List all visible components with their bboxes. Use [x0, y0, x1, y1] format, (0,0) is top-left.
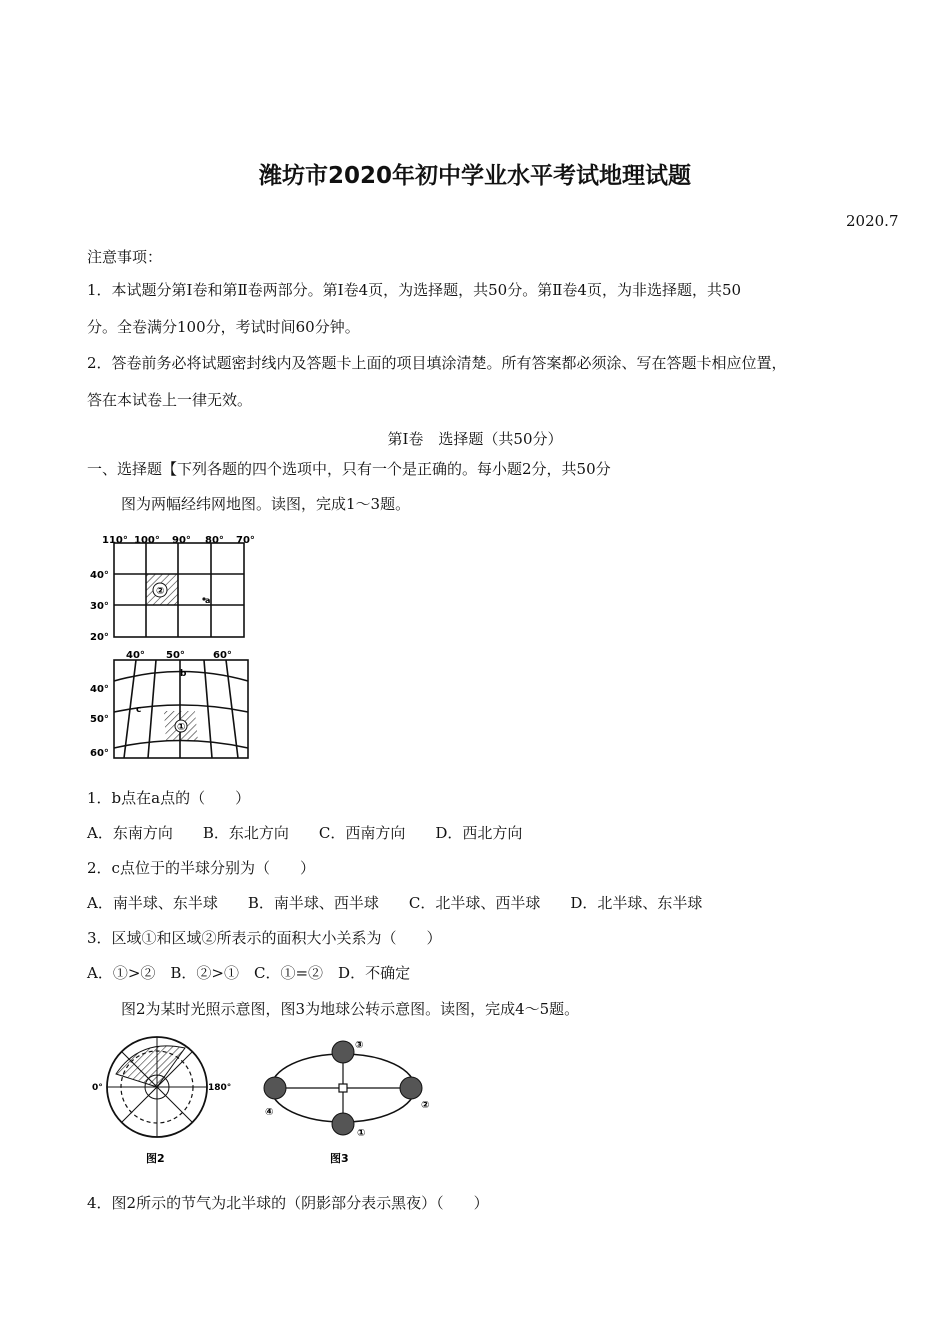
top-lon-label: 80° — [205, 535, 224, 546]
part1-heading: 一、选择题【下列各题的四个选项中，只有一个是正确的。每小题2分，共50分 — [87, 460, 611, 478]
point-b-label: b — [180, 669, 187, 679]
fig2-caption: 图2 — [146, 1152, 165, 1165]
q2-stem: 2．c点位于的半球分别为（ ） — [87, 859, 315, 877]
notice-item-1-line-2: 分。全卷满分100分，考试时间60分钟。 — [87, 318, 360, 336]
fig2-right-label: 180° — [208, 1083, 232, 1093]
q4-stem: 4．图2所示的节气为北半球的（阴影部分表示黑夜）（ ） — [87, 1194, 489, 1212]
top-lat-label: 30° — [90, 601, 109, 612]
section-title: 第Ⅰ卷 选择题（共50分） — [387, 430, 563, 448]
intro-q1-3: 图为两幅经纬网地图。读图，完成1～3题。 — [121, 495, 411, 513]
q3-options: A．①>② B．②>① C．①=② D．不确定 — [87, 964, 411, 982]
pos-3-label: ③ — [355, 1040, 364, 1051]
notice-item-2-line-1: 2．答卷前务必将试题密封线内及答题卡上面的项目填涂清楚。所有答案都必须涂、写在答题卡相应位置， — [87, 354, 787, 372]
bottom-lat-labels — [90, 684, 109, 759]
q1-stem: 1．b点在a点的（ ） — [87, 789, 251, 807]
top-lat-label: 40° — [90, 570, 109, 581]
notice-heading: 注意事项： — [87, 248, 163, 266]
notice-item-2-line-2: 答在本试卷上一律无效。 — [87, 391, 253, 409]
page-title: 潍坊市2020年初中学业水平考试地理试题 — [258, 163, 691, 189]
pos-1-label: ① — [357, 1128, 366, 1139]
q1-options: A．东南方向 B．东北方向 C．西南方向 D．西北方向 — [87, 824, 523, 842]
top-lon-label: 70° — [236, 535, 255, 546]
notice-item-1-line-1: 1．本试题分第Ⅰ卷和第Ⅱ卷两部分。第Ⅰ卷4页，为选择题，共50分。第Ⅱ卷4页，为非选择题，共50 — [87, 281, 742, 299]
exam-date: 2020.7 — [846, 212, 899, 230]
bottom-lon-label: 50° — [166, 650, 185, 661]
region-1-label: ① — [177, 722, 186, 733]
bottom-lat-label: 40° — [90, 684, 109, 695]
figure-3-revolution — [255, 1030, 445, 1170]
figure-graticule-maps — [88, 528, 263, 768]
top-lat-label: 20° — [90, 632, 109, 643]
intro-q4-5: 图2为某时光照示意图，图3为地球公转示意图。读图，完成4～5题。 — [121, 1000, 580, 1018]
point-a-label: a — [205, 596, 211, 605]
figure-2-illumination — [90, 1030, 240, 1170]
region-2-label: ② — [156, 586, 165, 597]
bottom-lat-label: 50° — [90, 714, 109, 725]
top-lon-label: 110° — [102, 535, 128, 546]
fig3-caption: 图3 — [330, 1152, 349, 1165]
fig2-left-label: 0° — [92, 1083, 103, 1093]
top-lat-labels — [90, 570, 109, 643]
bottom-lat-label: 60° — [90, 748, 109, 759]
top-lon-label: 100° — [134, 535, 160, 546]
bottom-lon-label: 40° — [126, 650, 145, 661]
bottom-lon-label: 60° — [213, 650, 232, 661]
pos-2-label: ② — [421, 1100, 430, 1111]
top-lon-label: 90° — [172, 535, 191, 546]
q3-stem: 3．区域①和区域②所表示的面积大小关系为（ ） — [87, 929, 442, 947]
q2-options: A．南半球、东半球 B．南半球、西半球 C．北半球、西半球 D．北半球、东半球 — [87, 894, 703, 912]
pos-4-label: ④ — [265, 1107, 274, 1118]
top-grid — [114, 543, 244, 637]
point-c-label: c — [136, 705, 142, 715]
